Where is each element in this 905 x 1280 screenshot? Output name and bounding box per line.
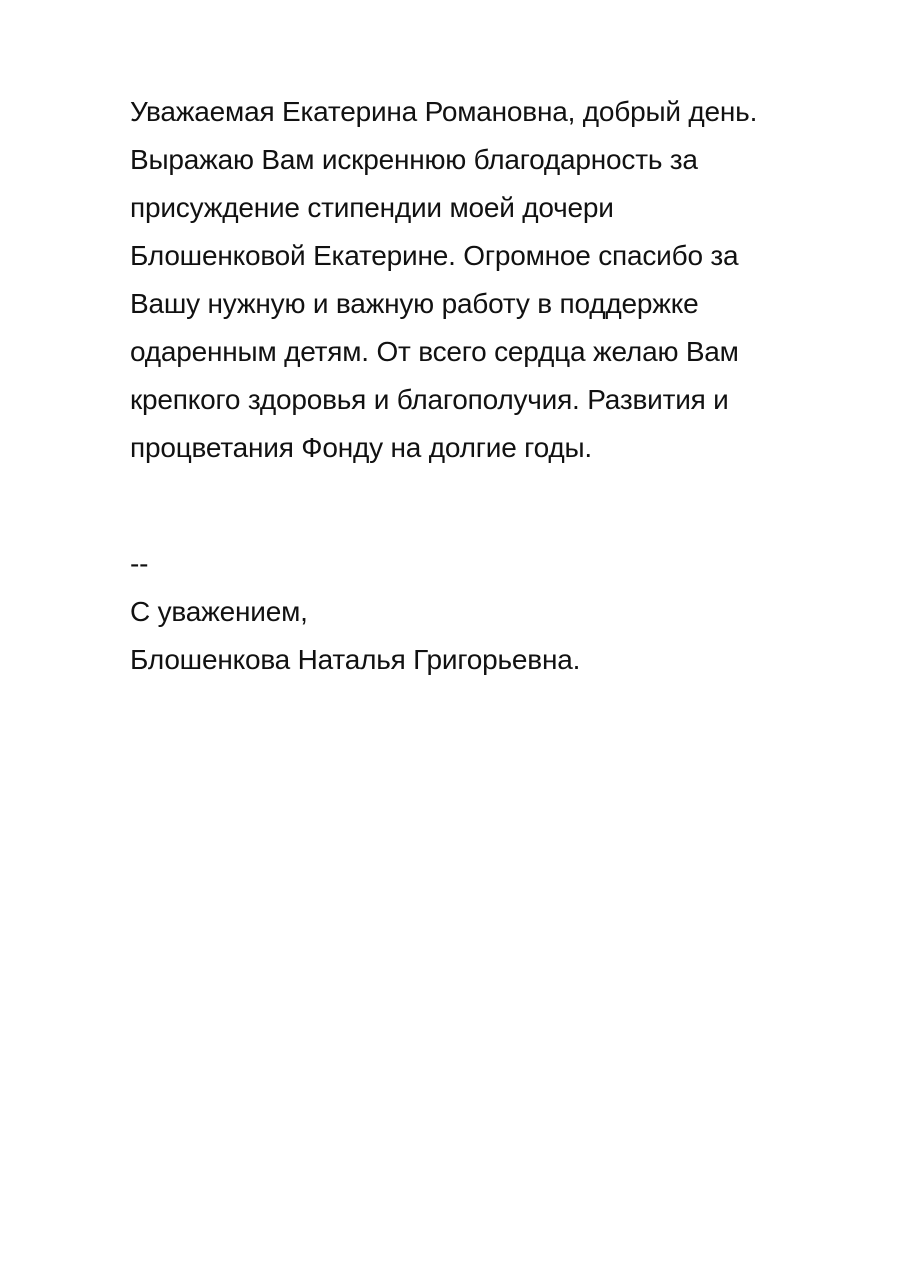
closing-phrase: С уважением,: [130, 596, 308, 627]
letter-body-line: Выражаю Вам искреннюю благодарность за: [130, 144, 698, 175]
letter-body-line: Блошенковой Екатерине. Огромное спасибо за: [130, 240, 739, 271]
letter-body-line: присуждение стипендии моей дочери: [130, 192, 614, 223]
letter-text: [130, 88, 850, 684]
letter-body-line: одаренным детям. От всего сердца желаю Вам: [130, 336, 739, 367]
signature-separator: --: [130, 548, 149, 579]
paragraph-gap: [130, 472, 850, 540]
signature-name: Блошенкова Наталья Григорьевна.: [130, 644, 581, 675]
letter-body-line: Вашу нужную и важную работу в поддержке: [130, 288, 699, 319]
letter-body-line: Уважаемая Екатерина Романовна, добрый день.: [130, 96, 758, 127]
letter-body-line: крепкого здоровья и благополучия. Развития и: [130, 384, 729, 415]
letter-body-line: процветания Фонду на долгие годы.: [130, 432, 592, 463]
